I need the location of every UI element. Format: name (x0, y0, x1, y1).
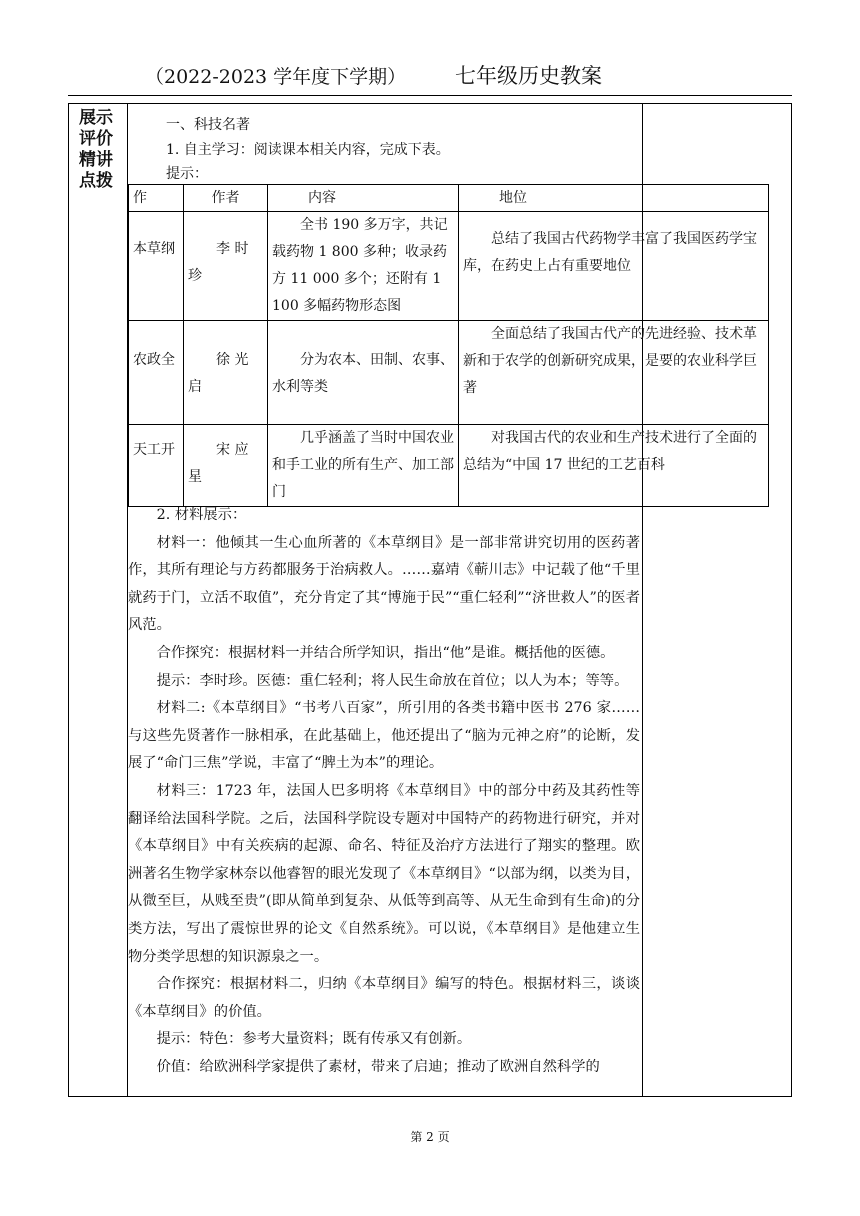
material-paragraph: 合作探究：根据材料一并结合所学知识，指出“他”是谁。概括他的医德。 (156, 644, 615, 661)
status-cell: 总结了我国古代药物学丰富了我国医药学宝库，在药史上占有重要地位 (459, 212, 769, 321)
section-title: 一、科技名著 (166, 117, 250, 133)
page-number: 第 2 页 (410, 1130, 450, 1144)
lesson-content (128, 104, 757, 1096)
header-cell: 内容 (268, 185, 459, 212)
header-term: （2022-2023 学年度下学期） (145, 66, 407, 88)
material-paragraph: 合作探究：根据材料二，归纳《本草纲目》编写的特色。根据材料三，谈谈《本草纲目》的价值。 (128, 976, 640, 1020)
stage-label (79, 108, 121, 192)
table-row (129, 212, 769, 321)
materials-section (128, 502, 640, 1081)
author-cell: 宋 应 星 (184, 425, 268, 507)
material-paragraph: 提示：李时珍。医德：重仁轻利；将人民生命放在首位；以人为本；等等。 (156, 672, 629, 689)
content-cell: 几乎涵盖了当时中国农业和手工业的所有生产、加工部门 (268, 425, 459, 507)
task-text: 1. 自主学习：阅读课本相关内容，完成下表。 (166, 142, 450, 158)
stage-label-line: 精讲 (79, 150, 113, 170)
lesson-table (68, 103, 792, 1097)
stage-label-line: 点拨 (79, 171, 113, 191)
material-paragraph: 价值：给欧洲科学家提供了素材，带来了启迪；推动了欧洲自然科学的 (156, 1058, 600, 1075)
table-header-row (129, 185, 769, 212)
book-cell: 农政全 (129, 321, 184, 425)
materials-heading: 2. 材料展示： (156, 507, 247, 523)
material-paragraph: 材料三：1723 年，法国人巴多明将《本草纲目》中的部分中药及其药性等翻译给法国科学院。之后，法国科学院设专题对中国特产的药物进行研究，并对《本草纲目》中有关疾病的起源、命名、特征及治疗方法进行了翔实的整理。欧洲著名生物学家林奈以他睿智的眼光发现了《本草纲目》“以部为纲，以类为目，从微至巨，从贱至贵”(即从简单到复杂、从低等到高等、从无生命到有生命)的分类方法，写出了震惊世界的论文《自然系统》。可以说，《本草纲目》是他建立生物分类学思想的知识源泉之一。 (128, 782, 640, 965)
content-cell: 全书 190 多万字，共记载药物 1 800 多种；收录药方 11 000 多个；还附有 1 100 多幅药物形态图 (268, 212, 459, 321)
material-paragraph: 材料二:《本草纲目》“书考八百家”，所引用的各类书籍中医书 276 家……与这些先贤著作一脉相承，在此基础上，他还提出了“脑为元神之府”的论断，发展了“命门三焦”学说，丰富了“脾土为本”的理论。 (128, 700, 640, 772)
book-cell: 天工开 (129, 425, 184, 507)
table-row (129, 321, 769, 425)
hint-label: 提示： (166, 166, 208, 182)
header-rule (68, 95, 792, 96)
science-books-table (128, 184, 769, 507)
header-cell: 作者 (184, 185, 268, 212)
page-header (0, 58, 860, 94)
header-cell: 地位 (459, 185, 769, 212)
material-paragraph: 提示：特色：参考大量资料；既有传承又有创新。 (156, 1031, 472, 1048)
author-cell: 李 时 珍 (184, 212, 268, 321)
status-cell: 对我国古代的农业和生产技术进行了全面的总结为“中国 17 世纪的工艺百科 (459, 425, 769, 507)
content-cell: 分为农本、田制、农事、水利等类 (268, 321, 459, 425)
table-row (129, 425, 769, 507)
author-cell: 徐 光 启 (184, 321, 268, 425)
status-cell: 全面总结了我国古代产的先进经验、技术革新和于农学的创新研究成果，是要的农业科学巨著 (459, 321, 769, 425)
material-paragraph: 材料一：他倾其一生心血所著的《本草纲目》是一部非常讲究切用的医药著作，其所有理论与方药都服务于治病救人。……嘉靖《蕲川志》中记载了他“千里就药于门，立活不取值”，充分肯定了其“博施于民”“重仁轻利”“济世救人”的医者风范。 (128, 534, 640, 634)
header-cell: 作 (129, 185, 184, 212)
header-subject: 七年级历史教案 (455, 64, 602, 88)
book-cell: 本草纲 (129, 212, 184, 321)
stage-label-line: 展示 (79, 108, 113, 128)
stage-label-line: 评价 (79, 129, 113, 149)
